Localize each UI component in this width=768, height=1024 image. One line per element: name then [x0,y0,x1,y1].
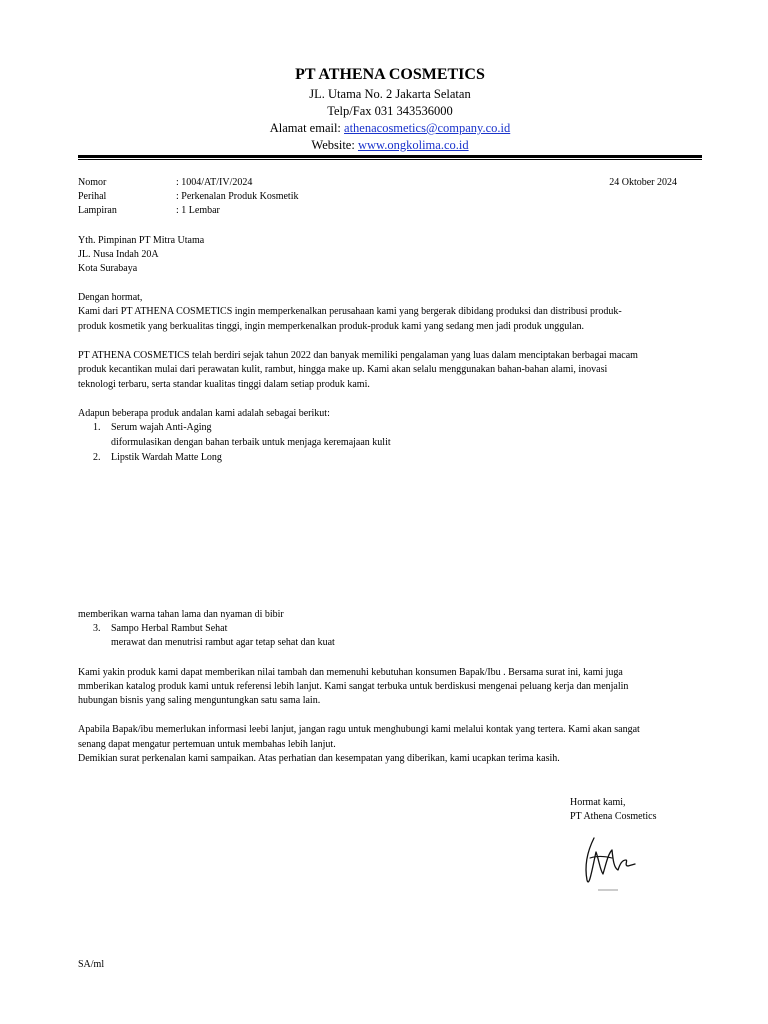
email-label: Alamat email: [269,121,345,135]
lampiran-label: Lampiran [78,205,117,216]
nomor-label: Nomor [78,177,107,188]
lampiran-value: : 1 Lembar [176,205,220,216]
header-divider-thin [78,159,702,160]
closing-regards: Hormat kami, [570,797,626,808]
paragraph-3-line-1: Kami yakin produk kami dapat memberikan nilai tambah dan memenuhi kebutuhan konsumen Bapak/Ibu . Bersama surat ini, kami juga [78,667,623,678]
product-2-title: Lipstik Wardah Matte Long [111,452,222,463]
footer-initials: SA/ml [78,959,105,970]
company-name: PT ATHENA COSMETICS [295,66,485,83]
list-number: 3. [93,623,101,634]
paragraph-2-line-3: teknologi terbaru, serta standar kualitas tinggi dalam setiap produk kami. [78,379,370,390]
product-3-title: Sampo Herbal Rambut Sehat [111,623,228,634]
greeting: Dengan hormat, [78,292,143,303]
list-number: 1. [93,422,101,433]
paragraph-4-line-1: Apabila Bapak/ibu memerlukan informasi leebi lanjut, jangan ragu untuk menghubungi kami melalui kontak yang tertera. Kami akan sangat [78,724,640,735]
signature-image [578,830,642,896]
company-phone: Telp/Fax 031 343536000 [327,104,453,118]
paragraph-1-line-1: Kami dari PT ATHENA COSMETICS ingin memperkenalkan perusahaan kami yang bergerak dibidang produksi dan distribusi produk- [78,306,622,317]
perihal-value: : Perkenalan Produk Kosmetik [176,191,299,202]
company-website-line [78,138,702,153]
list-number: 2. [93,452,101,463]
list-intro: Adapun beberapa produk andalan kami adalah sebagai berikut: [78,408,330,419]
email-link[interactable]: athenacosmetics@company.co.id [344,121,511,135]
recipient-line-1: Yth. Pimpinan PT Mitra Utama [78,235,205,246]
product-1-title: Serum wajah Anti-Aging [111,422,212,433]
paragraph-2-line-2: produk kecantikan mulai dari perawatan kulit, rambut, hingga make up. Kami akan selalu menggunakan bahan-bahan alami, inovasi [78,364,608,375]
paragraph-3-line-2: mmberikan katalog produk kami untuk referensi lebih lanjut. Kami sangat terbuka untuk berdiskusi mengenai peluang kerja dan menjalin [78,681,629,692]
nomor-value: : 1004/AT/IV/2024 [176,177,253,188]
recipient-line-2: JL. Nusa Indah 20A [78,249,159,260]
website-label: Website: [311,138,358,152]
letter-date: 24 Oktober 2024 [609,177,677,188]
paragraph-1-line-2: produk kosmetik yang berkualitas tinggi, ingin memperkenalkan produk-produk kami yang sedang men jadi produk unggulan. [78,321,585,332]
header-divider-thick [78,155,702,158]
website-link[interactable]: www.ongkolima.co.id [357,138,469,152]
paragraph-2-line-1: PT ATHENA COSMETICS telah berdiri sejak tahun 2022 dan banyak memiliki pengalaman yang luas dalam menciptakan berbagai macam [78,350,638,361]
company-email-line [78,121,702,136]
product-2-description: memberikan warna tahan lama dan nyaman di bibir [78,609,284,620]
paragraph-4-line-2: senang dapat mengatur pertemuan untuk membahas lebih lanjut. [78,739,336,750]
product-3-description: merawat dan menutrisi rambut agar tetap sehat dan kuat [111,637,335,648]
paragraph-3-line-3: hubungan bisnis yang saling menguntungkan satu sama lain. [78,695,321,706]
perihal-label: Perihal [78,191,107,202]
product-1-description: diformulasikan dengan bahan terbaik untuk menjaga keremajaan kulit [111,437,391,448]
company-address: JL. Utama No. 2 Jakarta Selatan [309,87,471,101]
paragraph-4-line-3: Demikian surat perkenalan kami sampaikan. Atas perhatian dan kesempatan yang diberikan, kami ucapkan terima kasih. [78,753,560,764]
recipient-line-3: Kota Surabaya [78,263,138,274]
closing-company: PT Athena Cosmetics [570,811,657,822]
